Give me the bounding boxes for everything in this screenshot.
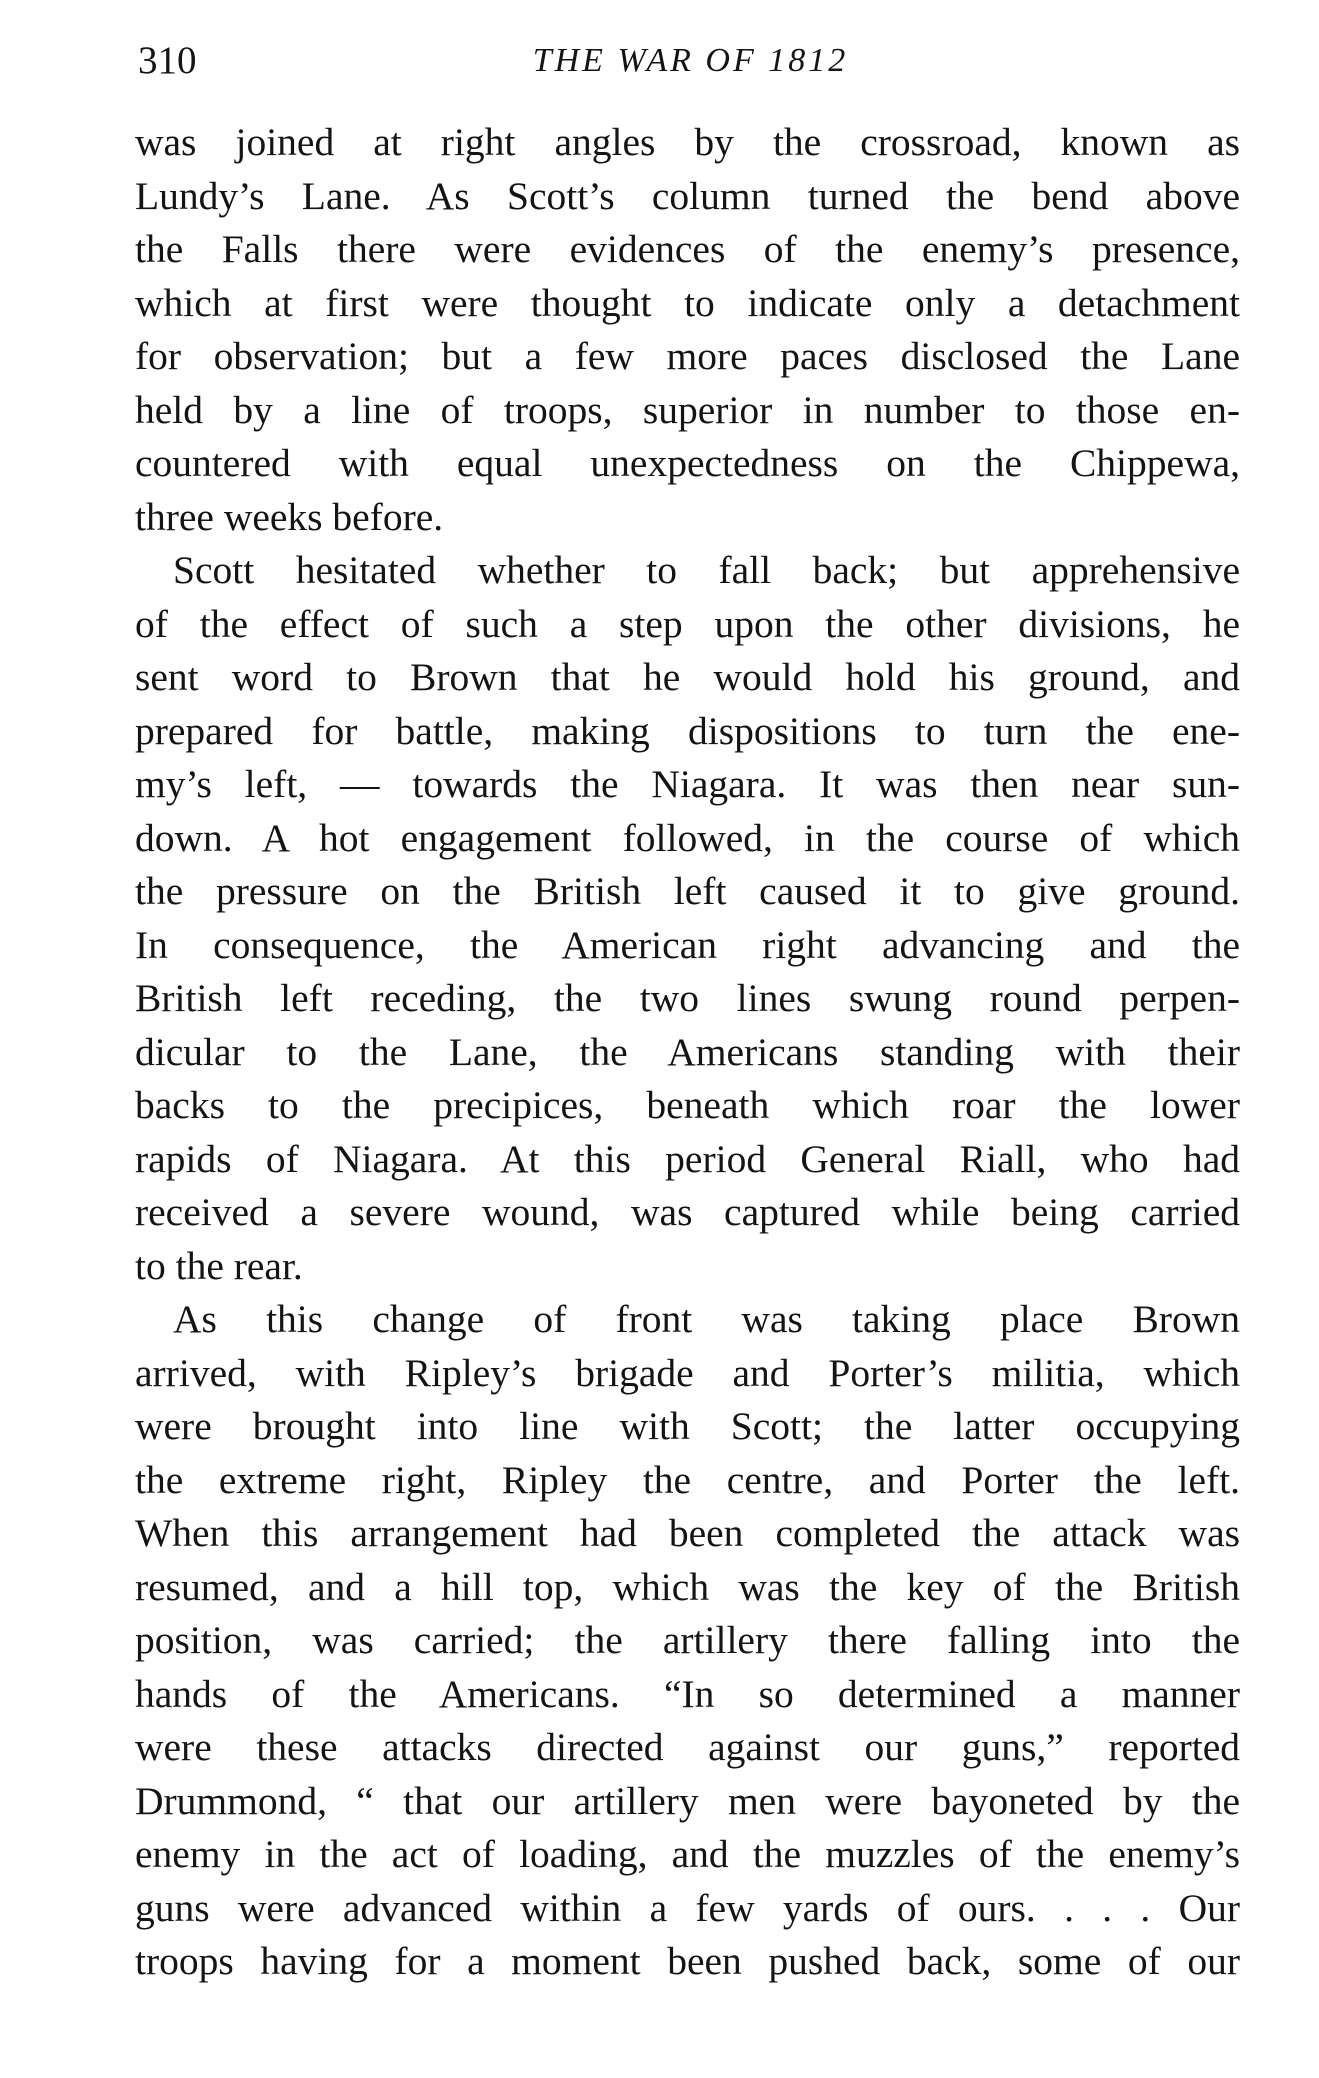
- text-line: Lundy’s Lane. As Scott’s column turned the bend above: [135, 173, 1240, 218]
- running-title: THE WAR OF 1812: [532, 42, 849, 79]
- text-line: enemy in the act of loading, and the muzzles of the enemy’s: [135, 1832, 1240, 1876]
- text-line: of the effect of such a step upon the other divisions, he: [135, 601, 1240, 646]
- text-line: three weeks before.: [135, 494, 444, 539]
- text-line: the extreme right, Ripley the centre, and Porter the left.: [135, 1457, 1240, 1502]
- text-line: rapids of Niagara. At this period General Riall, who had: [135, 1136, 1240, 1181]
- text-line: held by a line of troops, superior in number to those en-: [135, 387, 1240, 432]
- text-line: hands of the Americans. “In so determined a manner: [135, 1671, 1240, 1716]
- text-line: was joined at right angles by the crossroad, known as: [135, 120, 1240, 164]
- body-text: [135, 116, 1240, 1989]
- text-line: arrived, with Ripley’s brigade and Porter’s militia, which: [135, 1350, 1240, 1395]
- text-line: the Falls there were evidences of the enemy’s presence,: [135, 227, 1240, 271]
- text-line: As this change of front was taking place Brown: [173, 1297, 1240, 1341]
- running-head: [138, 36, 1243, 86]
- text-line: guns were advanced within a few yards of ours. . . . Our: [135, 1885, 1240, 1930]
- text-line: backs to the precipices, beneath which roar the lower: [135, 1083, 1240, 1127]
- text-line: Scott hesitated whether to fall back; but apprehensive: [173, 548, 1240, 592]
- text-line: In consequence, the American right advancing and the: [135, 922, 1240, 967]
- text-line: my’s left, — towards the Niagara. It was then near sun-: [135, 762, 1240, 806]
- text-line: prepared for battle, making dispositions to turn the ene-: [135, 708, 1240, 753]
- text-line: the pressure on the British left caused it to give ground.: [135, 869, 1240, 913]
- text-line: to the rear.: [135, 1243, 303, 1288]
- page-number: 310: [138, 39, 197, 82]
- text-line: Drummond, “ that our artillery men were bayoneted by the: [135, 1778, 1240, 1823]
- text-line: When this arrangement had been completed the attack was: [135, 1511, 1240, 1555]
- text-line: were brought into line with Scott; the latter occupying: [135, 1404, 1240, 1448]
- text-line: down. A hot engagement followed, in the course of which: [135, 815, 1240, 860]
- text-line: received a severe wound, was captured while being carried: [135, 1190, 1240, 1234]
- text-line: which at first were thought to indicate only a detachment: [135, 280, 1240, 325]
- text-line: were these attacks directed against our guns,” reported: [135, 1725, 1240, 1769]
- text-line: British left receding, the two lines swung round perpen-: [135, 976, 1240, 1020]
- text-line: troops having for a moment been pushed back, some of our: [135, 1939, 1240, 1983]
- text-line: for observation; but a few more paces disclosed the Lane: [135, 334, 1240, 378]
- text-line: position, was carried; the artillery there falling into the: [135, 1618, 1240, 1662]
- text-line: countered with equal unexpectedness on the Chippewa,: [135, 441, 1240, 485]
- text-line: resumed, and a hill top, which was the key of the British: [135, 1564, 1240, 1609]
- text-line: dicular to the Lane, the Americans standing with their: [135, 1029, 1240, 1074]
- text-line: sent word to Brown that he would hold his ground, and: [135, 655, 1240, 699]
